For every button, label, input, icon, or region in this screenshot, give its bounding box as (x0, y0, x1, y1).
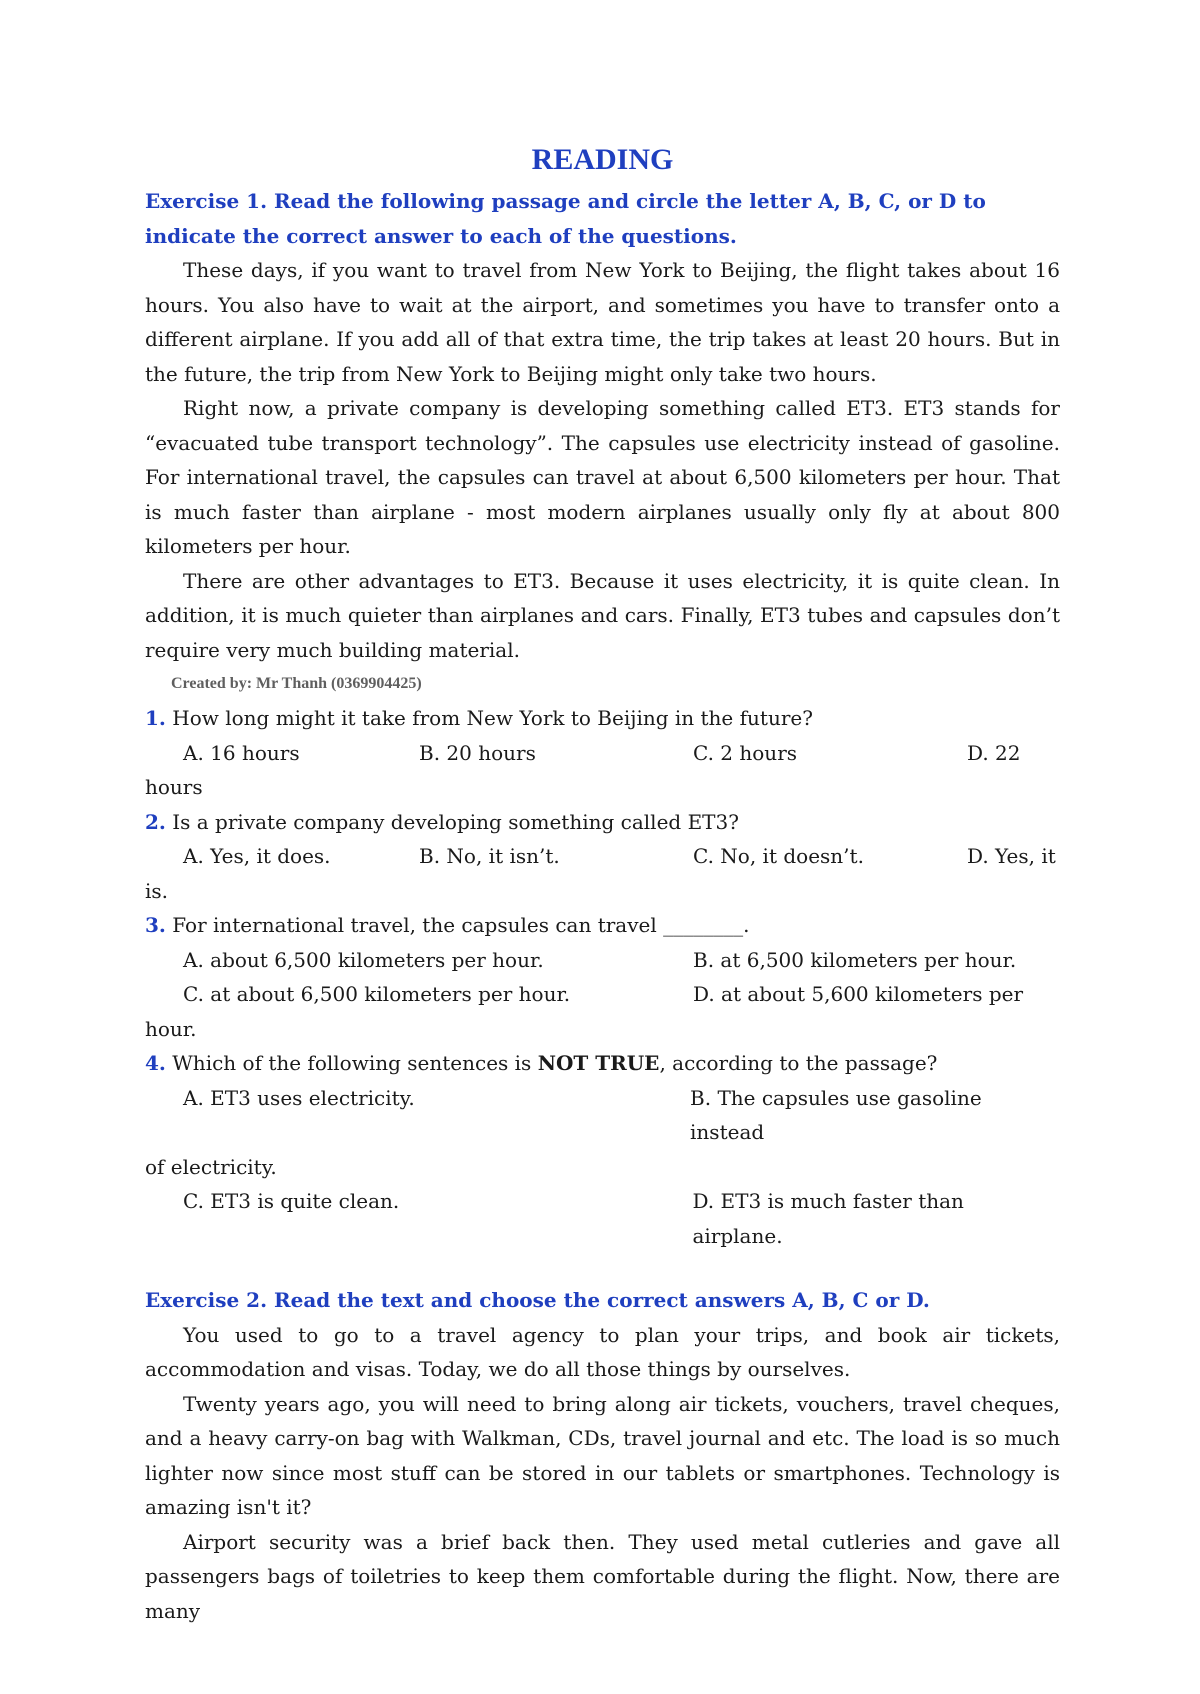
answer-options (145, 977, 1060, 1012)
option-a[interactable]: A. about 6,500 kilometers per hour. (183, 947, 544, 972)
author-credit: Created by: Mr Thanh (0369904425) (171, 675, 422, 692)
option-b[interactable]: B. 20 hours (419, 740, 536, 765)
option-b[interactable]: B. at 6,500 kilometers per hour. (693, 947, 1017, 972)
option-wrap-text: of electricity. (145, 1154, 277, 1179)
question-number: 4. (145, 1051, 166, 1075)
option-a[interactable]: A. 16 hours (183, 740, 300, 765)
answer-options (145, 1184, 1060, 1253)
page-title: READING (531, 143, 674, 176)
option-wrap-text: hour. (145, 1016, 197, 1041)
question-text: Is a private company developing something called ET3? (172, 809, 739, 834)
answer-options (145, 736, 1060, 771)
question-number: 3. (145, 913, 166, 937)
option-c[interactable]: C. at about 6,500 kilometers per hour. (183, 982, 571, 1006)
option-d[interactable]: D. Yes, it (967, 844, 1056, 868)
option-a[interactable]: A. Yes, it does. (183, 844, 331, 868)
passage-paragraph: These days, if you want to travel from New York to Beijing, the flight takes about 16 hours. You also have to wait at the airport, and sometimes you have to transfer onto a different airplane. If you add all of that extra time, the trip takes at least 20 hours. But in the future, the trip from New York to Beijing might only take two hours. (145, 258, 1060, 386)
question-text: How long might it take from New York to Beijing in the future? (172, 706, 813, 730)
passage-paragraph: Twenty years ago, you will need to bring along air tickets, vouchers, travel cheques, and a heavy carry-on bag with Walkman, CDs, travel journal and etc. The load is so much lighter now since most stuff can be stored in our tablets or smartphones. Technology is amazing isn't it? (145, 1391, 1060, 1519)
option-b[interactable]: B. No, it isn’t. (419, 844, 560, 868)
question-emphasis: NOT TRUE (537, 1051, 660, 1075)
exercise-2-heading: Exercise 2. Read the text and choose the correct answers A, B, C or D. (145, 1288, 930, 1312)
document-page (145, 140, 1060, 1628)
option-d[interactable]: D. at about 5,600 kilometers per (693, 982, 1024, 1006)
question-text-before: Which of the following sentences is (172, 1051, 538, 1075)
question-text-after: , according to the passage? (659, 1051, 938, 1075)
passage-paragraph: Right now, a private company is developing something called ET3. ET3 stands for “evacuated tube transport technology”. The capsules use electricity instead of gasoline. For international travel, the capsules can travel at about 6,500 kilometers per hour. That is much faster than airplane - most modern airplanes usually only fly at about 800 kilometers per hour. (145, 396, 1060, 558)
option-wrap-text: is. (145, 878, 169, 903)
option-a[interactable]: A. ET3 uses electricity. (183, 1085, 415, 1110)
option-c[interactable]: C. ET3 is quite clean. (183, 1189, 400, 1213)
option-c[interactable]: C. No, it doesn’t. (693, 844, 864, 868)
exercise-1-heading: Exercise 1. Read the following passage and circle the letter A, B, C, or D to indicate the correct answer to each of the questions. (145, 189, 986, 248)
passage-paragraph: There are other advantages to ET3. Because it uses electricity, it is quite clean. In addition, it is much quieter than airplanes and cars. Finally, ET3 tubes and capsules don’t require very much building material. (145, 568, 1060, 662)
option-d[interactable]: D. 22 (967, 740, 1021, 765)
answer-options (145, 1081, 1060, 1150)
question-2 (145, 805, 1060, 840)
option-b[interactable]: B. The capsules use gasoline instead (690, 1085, 982, 1144)
question-text: For international travel, the capsules can travel ________. (172, 913, 750, 937)
question-3 (145, 908, 1060, 943)
section-gap (145, 1253, 1060, 1283)
option-d[interactable]: D. ET3 is much faster than airplane. (692, 1189, 964, 1248)
option-wrap-text: hours (145, 775, 203, 799)
option-c[interactable]: C. 2 hours (693, 740, 798, 765)
passage-paragraph: Airport security was a brief back then. They used metal cutleries and gave all passengers bags of toiletries to keep them comfortable during the flight. Now, there are many (145, 1529, 1060, 1623)
passage-paragraph: You used to go to a travel agency to plan your trips, and book air tickets, accommodation and visas. Today, we do all those things by ourselves. (145, 1322, 1060, 1381)
question-4 (145, 1046, 1060, 1081)
question-number: 1. (145, 706, 166, 730)
question-1 (145, 701, 1060, 736)
question-number: 2. (145, 809, 166, 834)
answer-options (145, 943, 1060, 978)
answer-options (145, 839, 1060, 874)
